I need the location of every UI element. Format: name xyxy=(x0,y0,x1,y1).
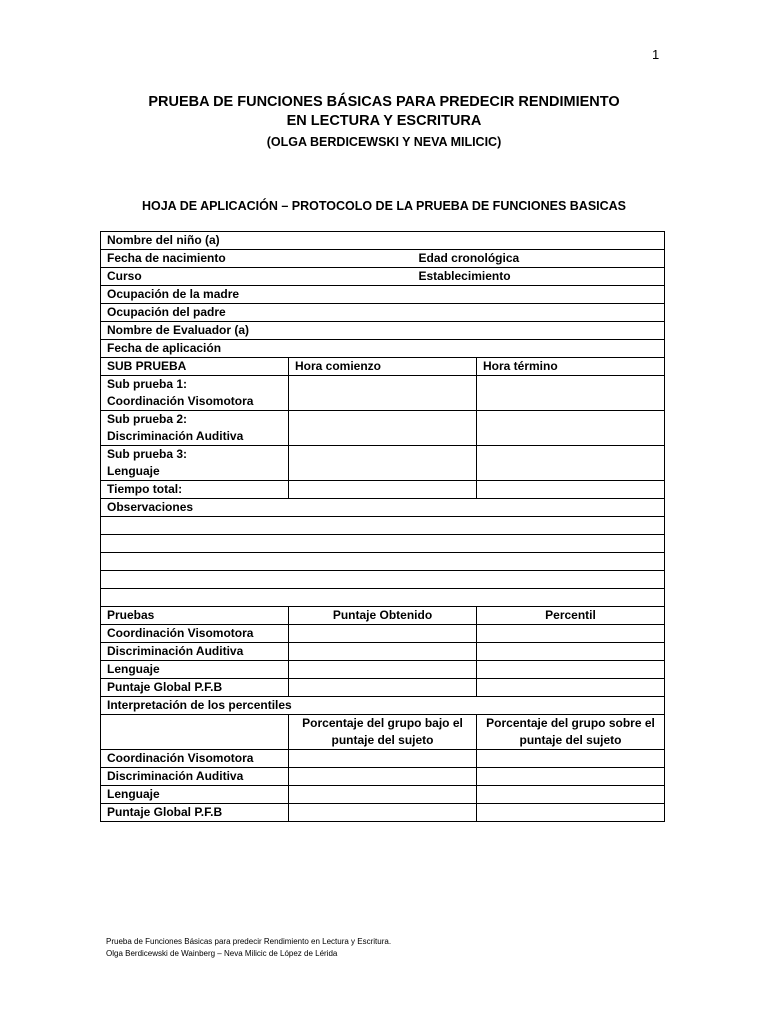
hora-comienzo-cell-2[interactable] xyxy=(289,411,477,446)
porcentaje-sobre-cell[interactable] xyxy=(477,750,665,768)
footer-line-2: Olga Berdicewski de Wainberg – Neva Milicic de López de Lérida xyxy=(106,949,338,958)
subprueba-1-label: Sub prueba 1: xyxy=(107,377,188,391)
row-padre xyxy=(101,304,665,322)
header-porcentaje-sobre: Porcentaje del grupo sobre el puntaje del sujeto xyxy=(477,715,665,750)
subprueba-3-label: Sub prueba 3: xyxy=(107,447,188,461)
row-fecha-aplicacion xyxy=(101,340,665,358)
porcentaje-sobre-cell[interactable] xyxy=(477,804,665,822)
porcentaje-bajo-cell[interactable] xyxy=(289,786,477,804)
scores-row xyxy=(101,661,665,679)
hora-comienzo-cell-1[interactable] xyxy=(289,376,477,411)
header-porcentaje-bajo: Porcentaje del grupo bajo el puntaje del sujeto xyxy=(289,715,477,750)
row-fecha-nacimiento xyxy=(101,250,665,268)
page-number: 1 xyxy=(652,47,660,62)
scores-label: Lenguaje xyxy=(101,661,289,679)
timing-total-row xyxy=(101,481,665,499)
interpretacion-label: Coordinación Visomotora xyxy=(101,750,289,768)
label-evaluador: Nombre de Evaluador (a) xyxy=(101,322,665,340)
header-hora-termino: Hora término xyxy=(477,358,665,376)
interpretacion-row xyxy=(101,804,665,822)
label-nombre: Nombre del niño (a) xyxy=(101,232,665,250)
puntaje-cell[interactable] xyxy=(289,625,477,643)
interpretacion-label: Discriminación Auditiva xyxy=(101,768,289,786)
timing-row-2 xyxy=(101,411,665,446)
percentil-cell[interactable] xyxy=(477,625,665,643)
puntaje-cell[interactable] xyxy=(289,661,477,679)
label-fecha-nacimiento: Fecha de nacimiento xyxy=(107,251,226,265)
header-percentil: Percentil xyxy=(477,607,665,625)
protocol-form-table xyxy=(100,231,665,822)
subprueba-3-name: Lenguaje xyxy=(107,464,160,478)
tiempo-total-termino[interactable] xyxy=(477,481,665,499)
interpretacion-row xyxy=(101,750,665,768)
label-observaciones: Observaciones xyxy=(101,499,665,517)
porcentaje-bajo-cell[interactable] xyxy=(289,804,477,822)
scores-row xyxy=(101,643,665,661)
observaciones-blank-line[interactable] xyxy=(101,571,665,589)
timing-header-row xyxy=(101,358,665,376)
percentil-cell[interactable] xyxy=(477,643,665,661)
label-tiempo-total: Tiempo total: xyxy=(101,481,289,499)
label-establecimiento: Establecimiento xyxy=(418,269,511,283)
porcentaje-bajo-cell[interactable] xyxy=(289,750,477,768)
scores-row xyxy=(101,679,665,697)
footer-line-1: Prueba de Funciones Básicas para predecir Rendimiento en Lectura y Escritura. xyxy=(106,937,392,946)
tiempo-total-comienzo[interactable] xyxy=(289,481,477,499)
row-curso xyxy=(101,268,665,286)
observaciones-line xyxy=(101,571,665,589)
porcentaje-sobre-cell[interactable] xyxy=(477,786,665,804)
observaciones-line xyxy=(101,517,665,535)
subprueba-2-name: Discriminación Auditiva xyxy=(107,429,244,443)
scores-label: Discriminación Auditiva xyxy=(101,643,289,661)
subprueba-1-name: Coordinación Visomotora xyxy=(107,394,254,408)
scores-label: Puntaje Global P.F.B xyxy=(101,679,289,697)
observaciones-line xyxy=(101,535,665,553)
label-curso: Curso xyxy=(107,269,142,283)
subprueba-2-label: Sub prueba 2: xyxy=(107,412,188,426)
observaciones-blank-line[interactable] xyxy=(101,517,665,535)
row-evaluador xyxy=(101,322,665,340)
document-title-line2: EN LECTURA Y ESCRITURA xyxy=(286,113,482,129)
timing-row-1 xyxy=(101,376,665,411)
observaciones-blank-line[interactable] xyxy=(101,535,665,553)
observaciones-blank-line[interactable] xyxy=(101,589,665,607)
hora-termino-cell-2[interactable] xyxy=(477,411,665,446)
interpretacion-row xyxy=(101,786,665,804)
interpretacion-row xyxy=(101,768,665,786)
interpretacion-title-row xyxy=(101,697,665,715)
row-madre xyxy=(101,286,665,304)
percentil-cell[interactable] xyxy=(477,679,665,697)
observaciones-blank-line[interactable] xyxy=(101,553,665,571)
hora-termino-cell-1[interactable] xyxy=(477,376,665,411)
scores-label: Coordinación Visomotora xyxy=(101,625,289,643)
header-puntaje-obtenido: Puntaje Obtenido xyxy=(289,607,477,625)
porcentaje-bajo-cell[interactable] xyxy=(289,768,477,786)
page-footer xyxy=(106,936,391,960)
interpretacion-label: Lenguaje xyxy=(101,786,289,804)
document-authors: (OLGA BERDICEWSKI Y NEVA MILICIC) xyxy=(266,135,502,149)
header-pruebas: Pruebas xyxy=(101,607,289,625)
hora-comienzo-cell-3[interactable] xyxy=(289,446,477,481)
observaciones-line xyxy=(101,553,665,571)
puntaje-cell[interactable] xyxy=(289,643,477,661)
hora-termino-cell-3[interactable] xyxy=(477,446,665,481)
observaciones-row xyxy=(101,499,665,517)
puntaje-cell[interactable] xyxy=(289,679,477,697)
porcentaje-sobre-cell[interactable] xyxy=(477,768,665,786)
timing-row-3 xyxy=(101,446,665,481)
scores-header-row xyxy=(101,607,665,625)
document-title: PRUEBA DE FUNCIONES BÁSICAS PARA PREDECIR RENDIMIENTO xyxy=(148,94,620,110)
label-fecha-aplicacion: Fecha de aplicación xyxy=(101,340,665,358)
label-edad: Edad cronológica xyxy=(418,251,520,265)
row-nombre xyxy=(101,232,665,250)
observaciones-line xyxy=(101,589,665,607)
header-hora-comienzo: Hora comienzo xyxy=(289,358,477,376)
scores-row xyxy=(101,625,665,643)
percentil-cell[interactable] xyxy=(477,661,665,679)
header-sub-prueba: SUB PRUEBA xyxy=(101,358,289,376)
label-madre: Ocupación de la madre xyxy=(101,286,665,304)
label-padre: Ocupación del padre xyxy=(101,304,665,322)
interpretacion-label: Puntaje Global P.F.B xyxy=(101,804,289,822)
label-interpretacion: Interpretación de los percentiles xyxy=(101,697,665,715)
document-subtitle: HOJA DE APLICACIÓN – PROTOCOLO DE LA PRUEBA DE FUNCIONES BASICAS xyxy=(141,199,627,213)
interpretacion-header-row xyxy=(101,715,665,750)
